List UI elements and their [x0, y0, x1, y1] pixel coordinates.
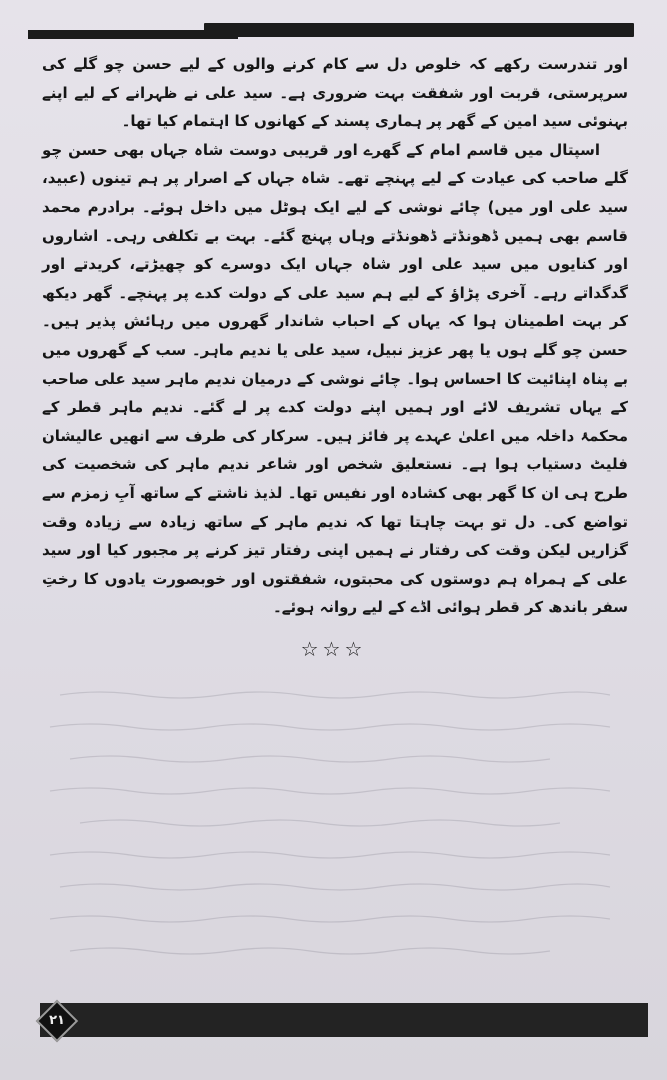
paragraph-2: اسپتال میں قاسم امام کے گھرے اور قریبی دوست شاہ جہاں بھی حسن چو گلے صاحب کی عیادت کے لیے پہنچے تھے۔ شاہ جہاں کے اصرار پر ہم تینوں (عبید، سید علی اور میں) چائے نوشی کے لیے ایک ہوٹل میں داخل ہوئے۔ برادرم محمد قاسم بھی ہمیں ڈھونڈتے ڈھونڈتے وہاں پہنچ گئے۔ بہت بے تکلفی رہی۔ اشاروں اور کنایوں میں سید علی اور شاہ جہاں ایک دوسرے کو چھیڑتے، کریدتے اور گدگداتے رہے۔ آخری پڑاؤ کے لیے ہم سید علی کے دولت کدے پر پہنچے۔ گھر دیکھ کر بہت اطمینان ہوا کہ یہاں کے احباب شاندار گھروں میں رہائش پذیر ہیں۔ حسن چو گلے ہوں یا پھر عزیز نبیل، سید علی یا ندیم ماہر۔ سب کے گھروں میں بے پناہ اپنائیت کا احساس ہوا۔ چائے نوشی کے درمیان ندیم ماہر سید علی صاحب کے یہاں تشریف لائے اور ہمیں اپنے دولت کدے پر لے گئے۔ ندیم ماہر قطر کے محکمۂ داخلہ میں اعلیٰ عہدے پر فائز ہیں۔ سرکار کی طرف سے انھیں عالیشان فلیٹ دستیاب ہوا ہے۔ نستعلیق شخص اور شاعر ندیم ماہر کی شخصیت کی طرح ہی ان کا گھر بھی کشادہ اور نفیس تھا۔ لذیذ ناشتے کے ساتھ آبِ زمزم سے تواضع کی۔ دل تو بہت چاہتا تھا کہ ندیم ماہر کے ساتھ زیادہ سے زیادہ وقت گزاریں لیکن وقت کی رفتار نے ہمیں اپنی رفتار تیز کرنے پر مجبور کیا اور سید علی کے ہمراہ ہم دوستوں کی محبتوں، شفقتوں اور خوبصورت یادوں کا رختِ سفر باندھ کر قطر ہوائی اڈے کے لیے روانہ ہوئے۔	[42, 140, 628, 617]
paragraph-1: اور تندرست رکھے کہ خلوص دل سے کام کرنے والوں کے لیے حسن چو گلے کی سرپرستی، قربت اور شفقت بہت ضروری ہے۔ سید علی نے ظہرانے کے لیے اپنے بہنوئی سید امین کے گھر پر ہماری پسند کے کھانوں کا اہتمام کیا تھا۔	[42, 55, 628, 131]
bleed-through-lines	[40, 675, 630, 980]
section-separator: ☆☆☆	[300, 637, 367, 661]
show-through-texture	[40, 675, 630, 980]
body-text	[42, 50, 628, 622]
header-left-bar	[28, 30, 238, 39]
footer-bar	[40, 1003, 648, 1037]
page-number: ۲۱	[49, 1013, 65, 1028]
header-rule	[28, 22, 634, 46]
header-thick-bar	[204, 23, 634, 37]
